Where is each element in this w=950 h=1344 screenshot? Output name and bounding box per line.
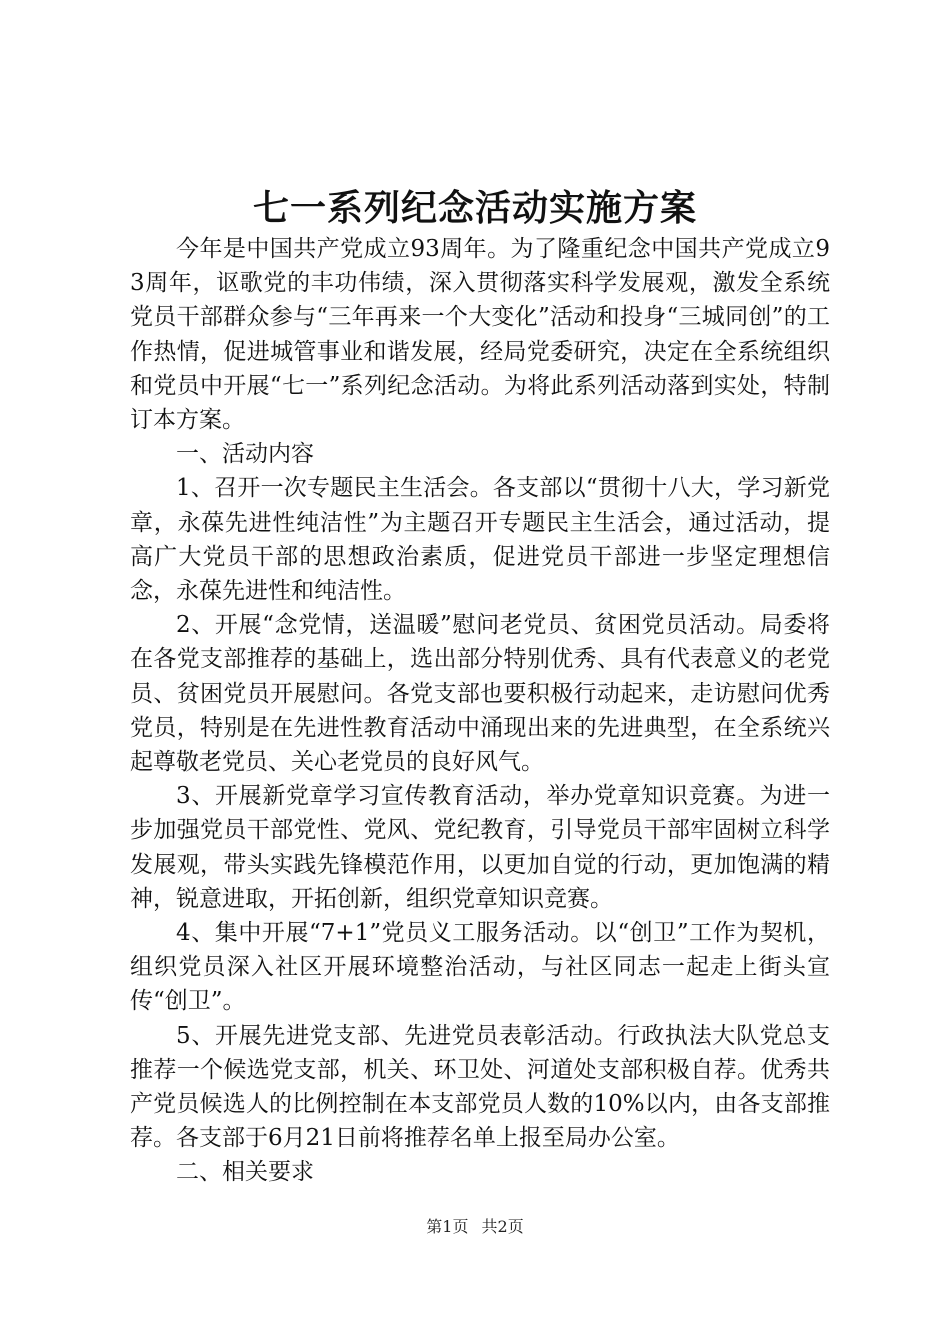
activity-item-4: 4、集中开展“7+1”党员义工服务活动。以“创卫”工作为契机，组织党员深入社区开展环境整治活动，与社区同志一起走上街头宣传“创卫”。 — [130, 920, 830, 1015]
document-body — [130, 232, 830, 1190]
section-heading-activities: 一、活动内容 — [176, 441, 314, 468]
page-number-current: 第1页 — [426, 1217, 469, 1236]
intro-paragraph: 今年是中国共产党成立93周年。为了隆重纪念中国共产党成立93周年，讴歌党的丰功伟绩，深入贯彻落实科学发展观，激发全系统党员干部群众参与“三年再来一个大变化”活动和投身“三城同创”的工作热情，促进城管事业和谐发展，经局党委研究，决定在全系统组织和党员中开展“七一”系列纪念活动。为将此系列活动落到实处，特制订本方案。 — [130, 236, 830, 434]
activity-item-1: 1、召开一次专题民主生活会。各支部以“贯彻十八大，学习新党章，永葆先进性纯洁性”为主题召开专题民主生活会，通过活动，提高广大党员干部的思想政治素质，促进党员干部进一步坚定理想信念，永葆先进性和纯洁性。 — [130, 475, 830, 605]
document-title: 七一系列纪念活动实施方案 — [252, 187, 697, 229]
activity-item-5: 5、开展先进党支部、先进党员表彰活动。行政执法大队党总支推荐一个候选党支部，机关、环卫处、河道处支部积极自荐。优秀共产党员候选人的比例控制在本支部党员人数的10%以内，由各支部推荐。各支部于6月21日前将推荐名单上报至局办公室。 — [130, 1022, 830, 1152]
section-heading-requirements: 二、相关要求 — [176, 1159, 314, 1186]
activity-item-2: 2、开展“念党情，送温暖”慰问老党员、贫困党员活动。局委将在各党支部推荐的基础上，选出部分特别优秀、具有代表意义的老党员、贫困党员开展慰问。各党支部也要积极行动起来，走访慰问优秀党员，特别是在先进性教育活动中涌现出来的先进典型，在全系统兴起尊敬老党员、关心老党员的良好风气。 — [130, 612, 830, 776]
activity-item-3: 3、开展新党章学习宣传教育活动，举办党章知识竞赛。为进一步加强党员干部党性、党风、党纪教育，引导党员干部牢固树立科学发展观，带头实践先锋模范作用，以更加自觉的行动，更加饱满的精神，锐意进取，开拓创新，组织党章知识竞赛。 — [130, 783, 830, 912]
page-footer — [0, 1215, 950, 1239]
page-number-total: 共2页 — [481, 1217, 524, 1236]
